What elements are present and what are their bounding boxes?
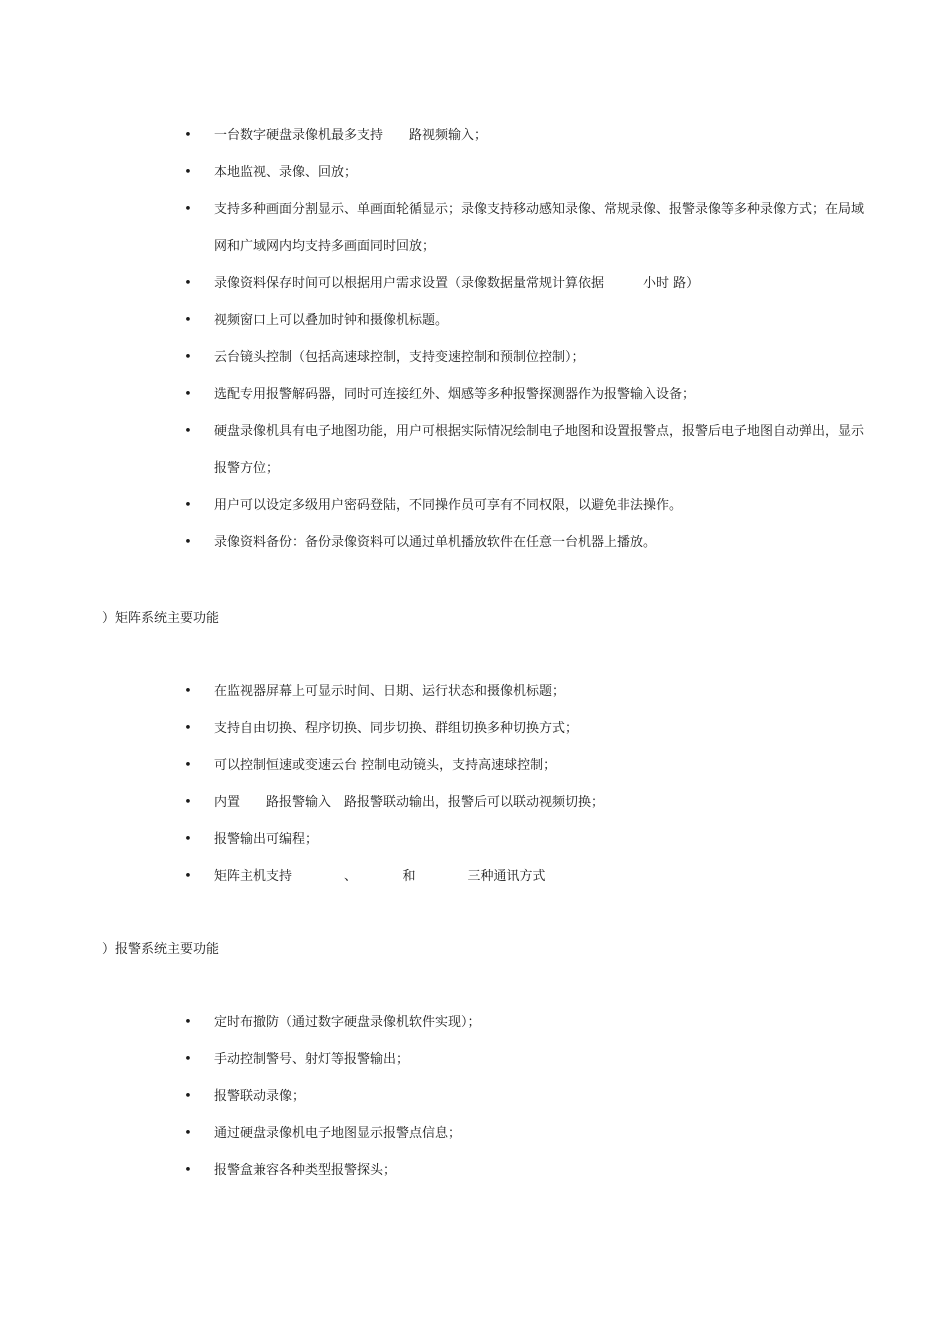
- list-item-text: 手动控制警号、射灯等报警输出；: [214, 1052, 410, 1067]
- list-item-text: 定时布撤防（通过数字硬盘录像机软件实现）；: [214, 1015, 481, 1030]
- list-item-text: 报警盒兼容各种类型报警探头；: [214, 1163, 397, 1178]
- list-item: [0, 1004, 950, 1041]
- list-item: [0, 487, 950, 524]
- bullet-icon: •: [184, 832, 192, 847]
- bullet-icon: •: [184, 350, 192, 365]
- list-item: [0, 302, 950, 339]
- list-item-text: 硬盘录像机具有电子地图功能，用户可根据实际情况绘制电子地图和设置报警点，报警后电子地图自动弹出，显示报警方位；: [214, 424, 865, 476]
- list-item: [0, 265, 950, 302]
- list-item: [0, 858, 950, 895]
- list-item-text: 录像资料备份：备份录像资料可以通过单机播放软件在任意一台机器上播放。: [214, 535, 657, 550]
- alarm-feature-list: [0, 1004, 950, 1189]
- list-item-text: 在监视器屏幕上可显示时间、日期、运行状态和摄像机标题；: [214, 684, 566, 699]
- list-item-text: 内置 路报警输入 路报警联动输出，报警后可以联动视频切换；: [214, 795, 605, 810]
- list-item-text: 报警输出可编程；: [214, 832, 319, 847]
- list-item-text: 云台镜头控制（包括高速球控制，支持变速控制和预制位控制）；: [214, 350, 585, 365]
- list-item: [0, 1152, 950, 1189]
- list-item: [0, 821, 950, 858]
- matrix-feature-list: [0, 673, 950, 895]
- list-item-text: 视频窗口上可以叠加时钟和摄像机标题。: [214, 313, 449, 328]
- bullet-icon: •: [184, 276, 192, 291]
- list-item-text: 矩阵主机支持 、 和 三种通讯方式: [214, 869, 546, 884]
- matrix-section-heading: ）矩阵系统主要功能: [102, 611, 220, 626]
- list-item-text: 支持多种画面分割显示、单画面轮循显示；录像支持移动感知录像、常规录像、报警录像等多种录像方式；在局域网和广域网内均支持多画面同时回放；: [214, 202, 865, 254]
- list-item: [0, 524, 950, 561]
- list-item: [0, 747, 950, 784]
- list-item: [0, 339, 950, 376]
- bullet-icon: •: [184, 1126, 192, 1141]
- list-item: [0, 784, 950, 821]
- bullet-icon: •: [184, 1089, 192, 1104]
- bullet-icon: •: [184, 721, 192, 736]
- list-item-text: 录像资料保存时间可以根据用户需求设置（录像数据量常规计算依据 小时 路）: [214, 276, 700, 291]
- list-item-text: 选配专用报警解码器，同时可连接红外、烟感等多种报警探测器作为报警输入设备；: [214, 387, 696, 402]
- bullet-icon: •: [184, 1015, 192, 1030]
- list-item-text: 一台数字硬盘录像机最多支持 路视频输入；: [214, 128, 488, 143]
- list-item: [0, 191, 950, 265]
- list-item-text: 报警联动录像；: [214, 1089, 306, 1104]
- bullet-icon: •: [184, 498, 192, 513]
- list-item: [0, 154, 950, 191]
- bullet-icon: •: [184, 795, 192, 810]
- bullet-icon: •: [184, 1163, 192, 1178]
- alarm-section-heading: ）报警系统主要功能: [102, 942, 220, 957]
- list-item-text: 通过硬盘录像机电子地图显示报警点信息；: [214, 1126, 462, 1141]
- bullet-icon: •: [184, 313, 192, 328]
- bullet-icon: •: [184, 1052, 192, 1067]
- bullet-icon: •: [184, 387, 192, 402]
- list-item-text: 本地监视、录像、回放；: [214, 165, 358, 180]
- list-item-text: 用户可以设定多级用户密码登陆，不同操作员可享有不同权限，以避免非法操作。: [214, 498, 683, 513]
- list-item: [0, 376, 950, 413]
- list-item: [0, 117, 950, 154]
- list-item-text: 支持自由切换、程序切换、同步切换、群组切换多种切换方式；: [214, 721, 579, 736]
- list-item: [0, 1115, 950, 1152]
- bullet-icon: •: [184, 535, 192, 550]
- bullet-icon: •: [184, 424, 192, 439]
- bullet-icon: •: [184, 165, 192, 180]
- list-item: [0, 673, 950, 710]
- list-item: [0, 413, 950, 487]
- bullet-icon: •: [184, 684, 192, 699]
- list-item-text: 可以控制恒速或变速云台 控制电动镜头，支持高速球控制；: [214, 758, 557, 773]
- list-item: [0, 1078, 950, 1115]
- bullet-icon: •: [184, 128, 192, 143]
- bullet-icon: •: [184, 869, 192, 884]
- bullet-icon: •: [184, 758, 192, 773]
- list-item: [0, 710, 950, 747]
- list-item: [0, 1041, 950, 1078]
- bullet-icon: •: [184, 202, 192, 217]
- dvr-feature-list: [0, 117, 950, 561]
